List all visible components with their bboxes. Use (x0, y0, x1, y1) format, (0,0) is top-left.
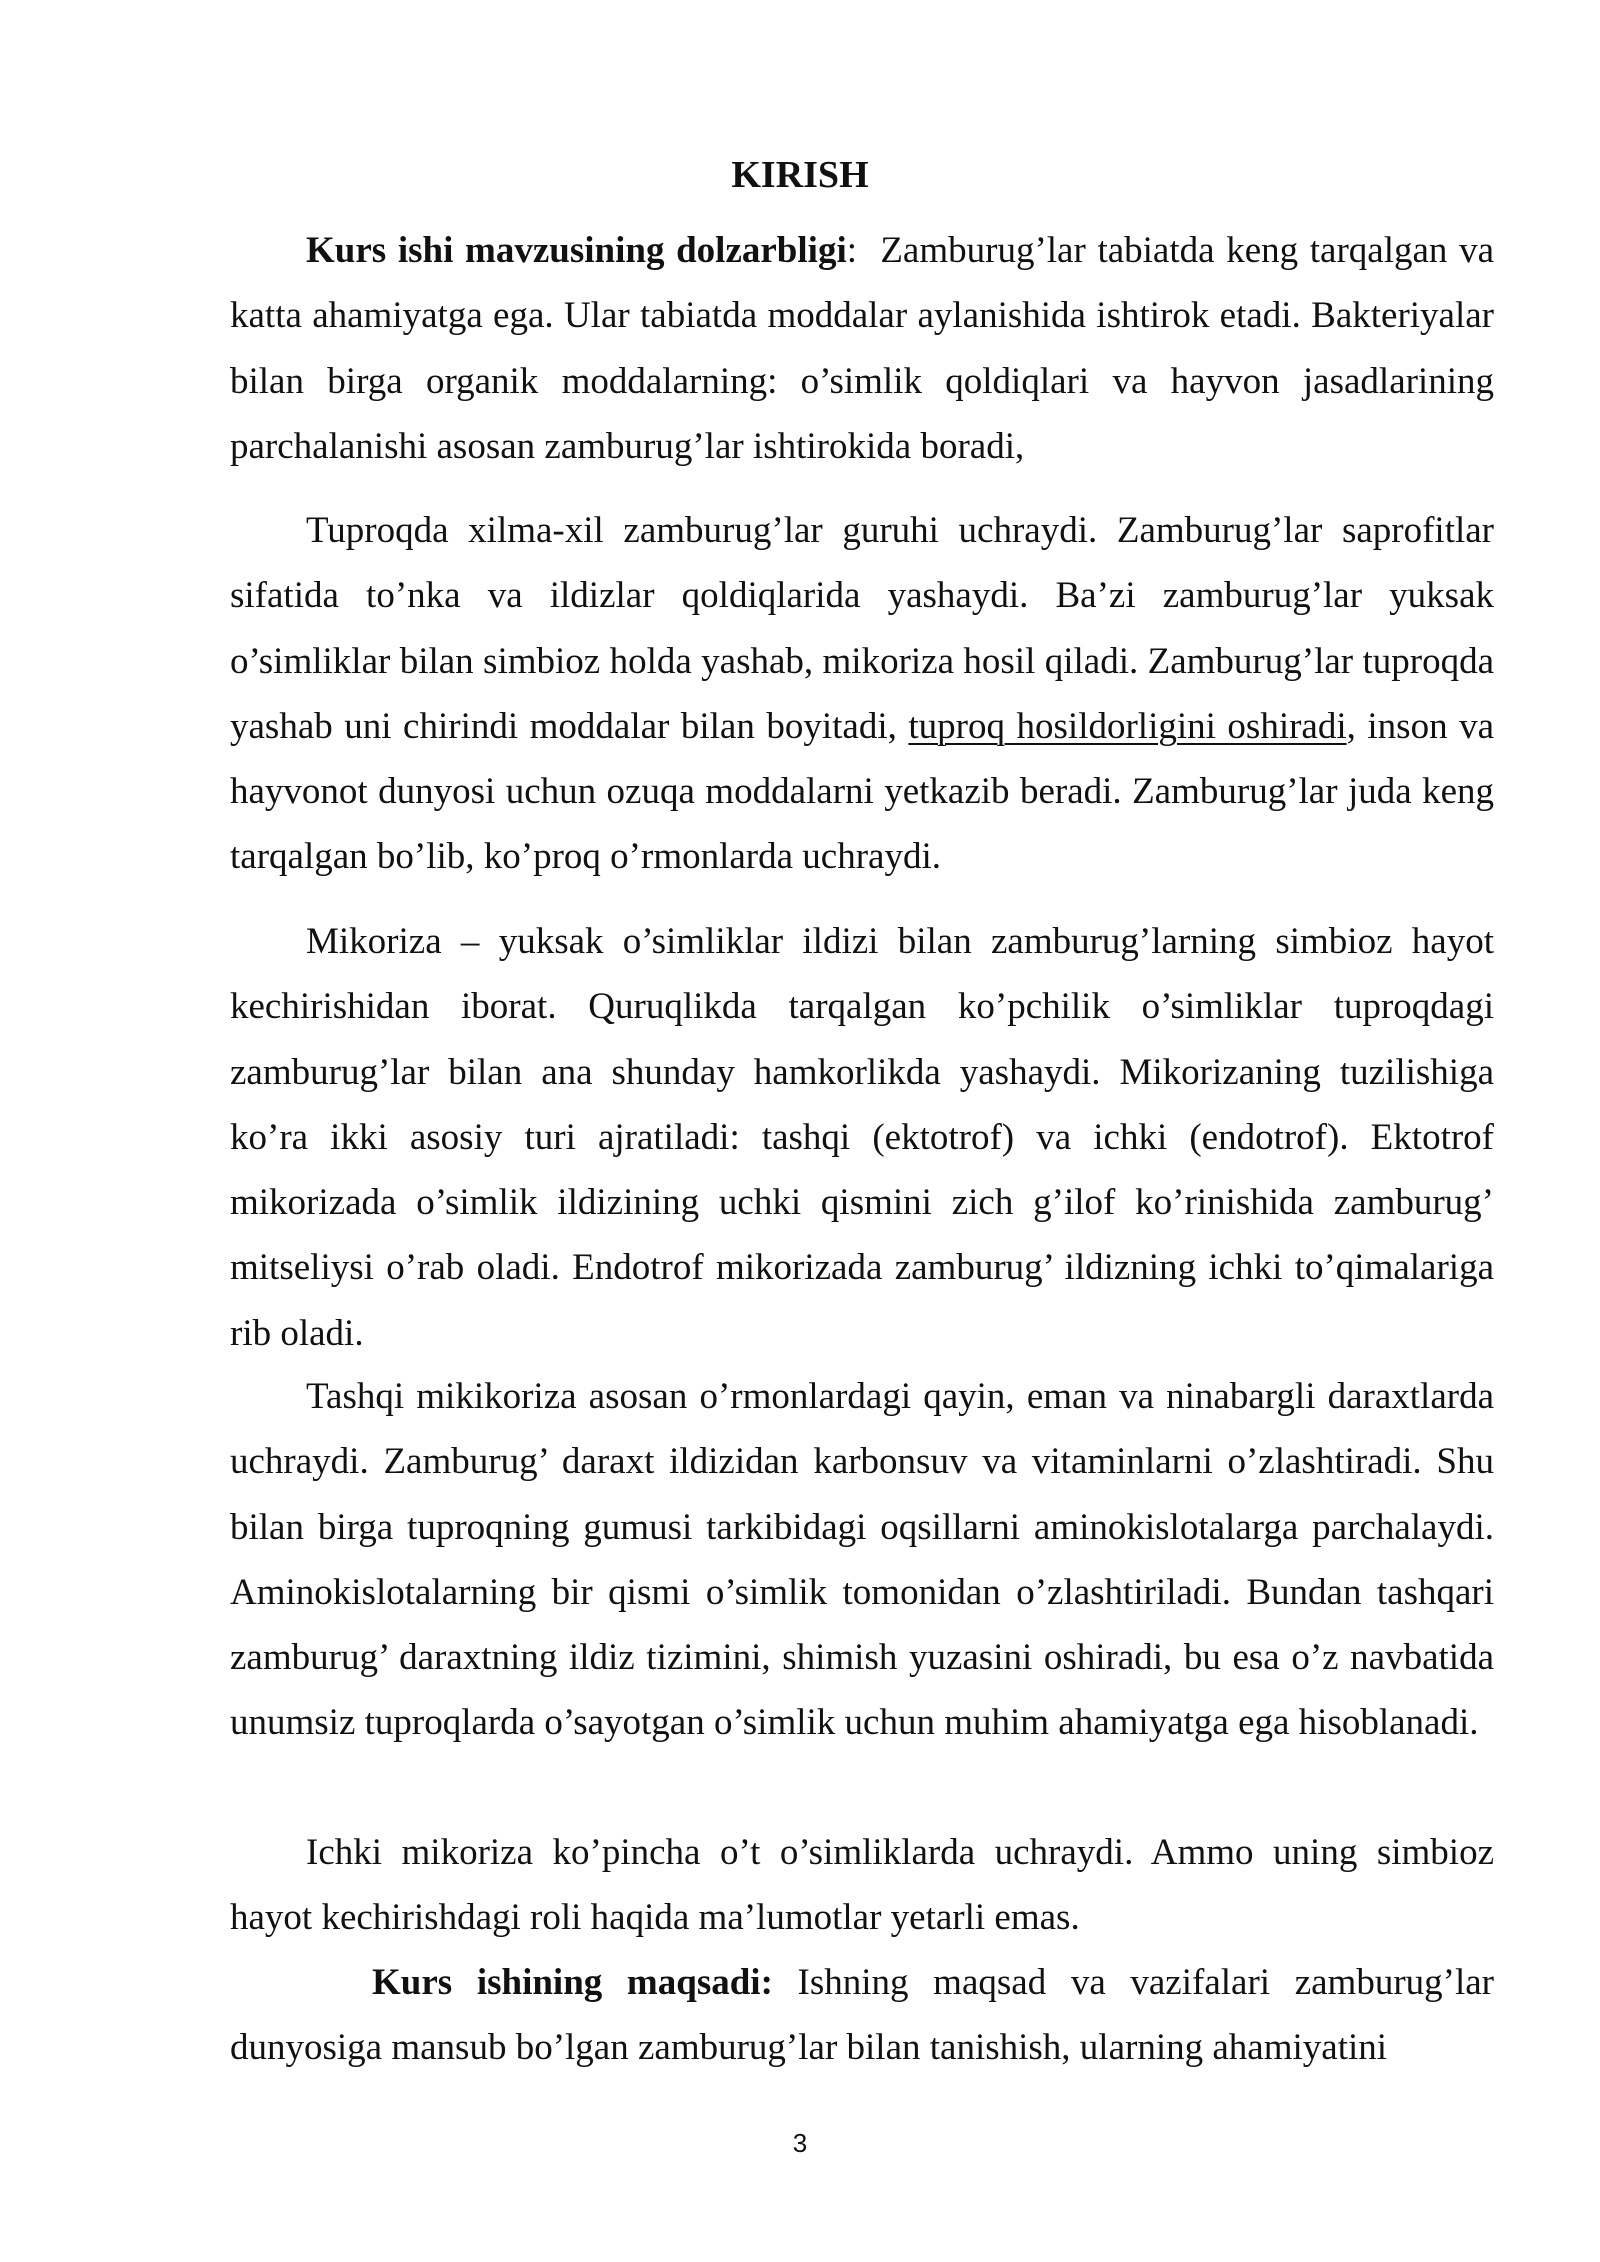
paragraph-relevance (230, 218, 1504, 479)
paragraph-ectomycorrhiza: Tashqi mikikoriza asosan o’rmonlardagi qayin, eman va ninabargli daraxtlarda uchraydi. Zamburug’ daraxt ildizidan karbonsuv va vitaminlarni o’zlashtiradi. Shu bilan birga tuproqning gumusi tarkibidagi oqsillarni aminokislotalarga parchalaydi. Aminokislotalarning bir qismi o’simlik tomonidan o’zlashtiriladi. Bundan tashqari zamburug’ daraxtning ildiz tizimini, shimish yuzasini oshiradi, bu esa o’z navbatida unumsiz tuproqlarda o’sayotgan o’simlik uchun muhim ahamiyatga ega hisoblanadi. (230, 1376, 1494, 1744)
paragraph-goal (230, 1950, 1494, 2081)
goal-text: Ishning maqsad va vazifalari zamburug’lar dunyosiga mansub bo’lgan zamburug’lar bilan tanishish, ularning ahamiyatini (230, 1962, 1494, 2069)
soil-fertility-link[interactable]: tuproq hosildorligini oshiradi (908, 705, 1347, 747)
relevance-label: Kurs ishi mavzusining dolzarbligi (306, 230, 847, 271)
section-heading: KIRISH (731, 154, 869, 196)
page-number: 3 (792, 2128, 808, 2158)
relevance-colon: : (846, 230, 858, 271)
relevance-text: Zamburug’lar tabiatda keng tarqalgan va katta ahamiyatga ega. Ular tabiatda moddalar aylanishida ishtirok etadi. Bakteriyalar bilan birga organik moddalarning: o’simlik qoldiqlari va hayvon jasadlarining parchalanishi asosan zamburug’lar ishtirokida boradi, (230, 230, 1504, 467)
soil-fungi-text-end: , inson va hayvonot dunyosi uchun ozuqa moddalarni yetkazib beradi. Zamburug’lar juda keng tarqalgan bo’lib, ko’proq o’rmonlarda uchraydi. (230, 705, 1495, 878)
paragraph-endomycorrhiza: Ichki mikoriza ko’pincha o’t o’simliklarda uchraydi. Ammo uning simbioz hayot kechirishdagi roli haqida ma’lumotlar yetarli emas. (230, 1832, 1494, 1939)
soil-fungi-text-start: Tuproqda xilma-xil zamburug’lar guruhi uchraydi. Zamburug’lar saprofitlar sifatida to’nka va ildizlar qoldiqlarida yashaydi. Ba’zi zamburug’lar yuksak o’simliklar bilan simbioz holda yashab, mikoriza hosil qiladi. Zamburug’lar tuproqda yashab uni chirindi moddalar bilan boyitadi, (230, 510, 1494, 747)
paragraph-mycorrhiza: Mikoriza – yuksak o’simliklar ildizi bilan zamburug’larning simbioz hayot kechirishidan iborat. Quruqlikda tarqalgan ko’pchilik o’simliklar tuproqdagi zamburug’lar bilan ana shunday hamkorlikda yashaydi. Mikorizaning tuzilishiga ko’ra ikki asosiy turi ajratiladi: tashqi (ektotrof) va ichki (endotrof). Ektotrof mikorizada o’simlik ildizining uchki qismini zich g’ilof ko’rinishida zamburug’ mitseliysi o’rab oladi. Endotrof mikorizada zamburug’ ildizning ichki to’qimalariga rib oladi. (230, 921, 1494, 1354)
goal-label: Kurs ishining maqsadi: (372, 1962, 773, 2003)
paragraph-soil-fungi (230, 498, 1494, 890)
